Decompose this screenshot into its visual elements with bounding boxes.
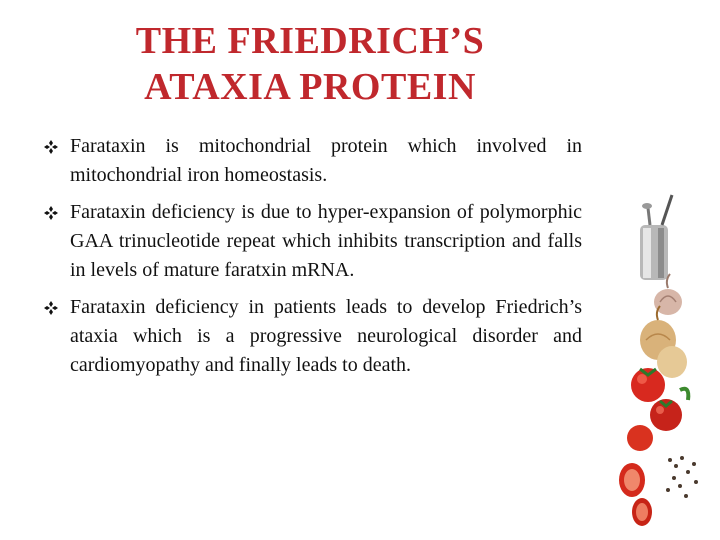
- diamond-bullet-icon: [44, 301, 58, 315]
- bullet-list: [42, 132, 582, 388]
- peppercorn-icon: [666, 456, 698, 498]
- utensil-holder-icon: [640, 195, 672, 280]
- tomato-icon: [627, 368, 688, 451]
- kitchen-vegetables-illustration: [610, 190, 720, 535]
- title-line-1: THE FRIEDRICH’S: [135, 20, 485, 62]
- slide-title: [0, 18, 620, 110]
- tomato-slice-icon: [619, 463, 652, 526]
- bullet-text-2: Farataxin deficiency is due to hyper-expansion of polymorphic GAA trinucleotide repeat which inhibits transcription and falls in levels of mature faratxin mRNA.: [70, 201, 582, 281]
- bullet-item-3: [42, 293, 582, 380]
- title-line-2: ATAXIA PROTEIN: [144, 66, 476, 108]
- bullet-text-1: Farataxin is mitochondrial protein which involved in mitochondrial iron homeostasis.: [70, 135, 582, 186]
- onion-icon: [640, 306, 687, 378]
- bullet-text-3: Farataxin deficiency in patients leads to develop Friedrich’s ataxia which is a progressive neurological disorder and cardiomyopathy and finally leads to death.: [70, 296, 582, 376]
- bullet-item-2: [42, 198, 582, 285]
- bullet-item-1: [42, 132, 582, 190]
- diamond-bullet-icon: [44, 140, 58, 154]
- diamond-bullet-icon: [44, 206, 58, 220]
